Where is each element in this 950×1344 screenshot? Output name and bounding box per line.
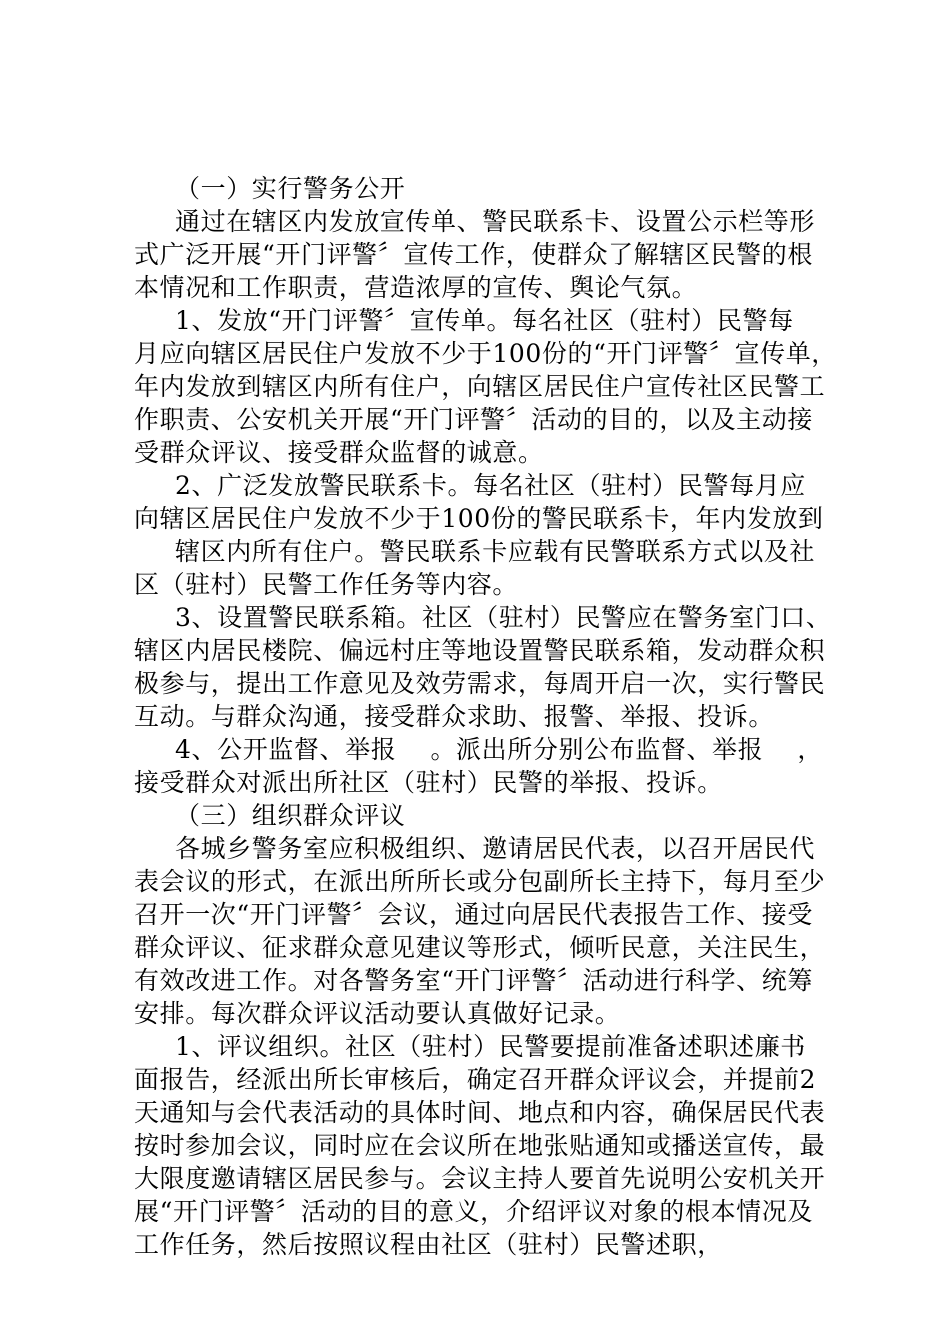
paragraph-line: 1、评议组织。社区（驻村）民警要提前准备述职述廉书 bbox=[175, 1032, 806, 1061]
paragraph-line: 辖区内居民楼院、偏远村庄等地设置警民联系箱，发动群众积 bbox=[134, 636, 826, 665]
paragraph-line: 工作任务，然后按照议程由社区（驻村）民警述职， bbox=[134, 1230, 723, 1259]
paragraph-line: 作职责、公安机关开展“开门评警〞活动的目的，以及主动接 bbox=[134, 405, 813, 434]
paragraph-line: 召开一次“开门评警〞会议，通过向居民代表报告工作、接受 bbox=[134, 900, 813, 929]
paragraph-line: 按时参加会议，同时应在会议所在地张贴通知或播送宣传，最 bbox=[134, 1131, 826, 1160]
paragraph-line: 各城乡警务室应积极组织、邀请居民代表，以召开居民代 bbox=[175, 834, 816, 863]
paragraph-line: 月应向辖区居民住户发放不少于100份的“开门评警〞宣传单， bbox=[134, 339, 837, 368]
paragraph-line: 3、设置警民联系箱。社区（驻村）民警应在警务室门口、 bbox=[175, 603, 832, 632]
section-heading-1: （一）实行警务公开 bbox=[175, 174, 406, 203]
paragraph-line: 天通知与会代表活动的具体时间、地点和内容，确保居民代表 bbox=[134, 1098, 826, 1127]
paragraph-line: 1、发放“开门评警〞宣传单。每名社区（驻村）民警每 bbox=[175, 306, 794, 335]
paragraph-line: 表会议的形式，在派出所所长或分包副所长主持下，每月至少 bbox=[134, 867, 826, 896]
paragraph-line: 式广泛开展“开门评警〞宣传工作，使群众了解辖区民警的根 bbox=[134, 240, 813, 269]
paragraph-line: 极参与，提出工作意见及效劳需求，每周开启一次，实行警民 bbox=[134, 669, 826, 698]
paragraph-line: 安排。每次群众评议活动要认真做好记录。 bbox=[134, 999, 621, 1028]
paragraph-line: 有效改进工作。对各警务室“开门评警〞活动进行科学、统筹 bbox=[134, 966, 813, 995]
paragraph-line: 区（驻村）民警工作任务等内容。 bbox=[134, 570, 519, 599]
paragraph-line: 接受群众对派出所社区（驻村）民警的举报、投诉。 bbox=[134, 768, 723, 797]
paragraph-line: 向辖区居民住户发放不少于100份的警民联系卡，年内发放到 bbox=[134, 504, 824, 533]
paragraph-line: 4、公开监督、举报 。派出所分别公布监督、举报 ， bbox=[175, 735, 824, 764]
paragraph-line: 群众评议、征求群众意见建议等形式，倾听民意，关注民生， bbox=[134, 933, 826, 962]
paragraph-line: 年内发放到辖区内所有住户，向辖区居民住户宣传社区民警工 bbox=[134, 372, 826, 401]
paragraph-line: 面报告，经派出所长审核后，确定召开群众评议会，并提前2 bbox=[134, 1065, 817, 1094]
paragraph-line: 展“开门评警〞活动的目的意义，介绍评议对象的根本情况及 bbox=[134, 1197, 813, 1226]
paragraph-line: 受群众评议、接受群众监督的诚意。 bbox=[134, 438, 544, 467]
paragraph-line: 通过在辖区内发放宣传单、警民联系卡、设置公示栏等形 bbox=[175, 207, 816, 236]
paragraph-line: 2、广泛发放警民联系卡。每名社区（驻村）民警每月应 bbox=[175, 471, 806, 500]
section-heading-3: （三）组织群众评议 bbox=[175, 801, 406, 830]
paragraph-line: 大限度邀请辖区居民参与。会议主持人要首先说明公安机关开 bbox=[134, 1164, 826, 1193]
paragraph-line: 辖区内所有住户。警民联系卡应载有民警联系方式以及社 bbox=[175, 537, 816, 566]
paragraph-line: 本情况和工作职责，营造浓厚的宣传、舆论气氛。 bbox=[134, 273, 698, 302]
paragraph-line: 互动。与群众沟通，接受群众求助、报警、举报、投诉。 bbox=[134, 702, 775, 731]
